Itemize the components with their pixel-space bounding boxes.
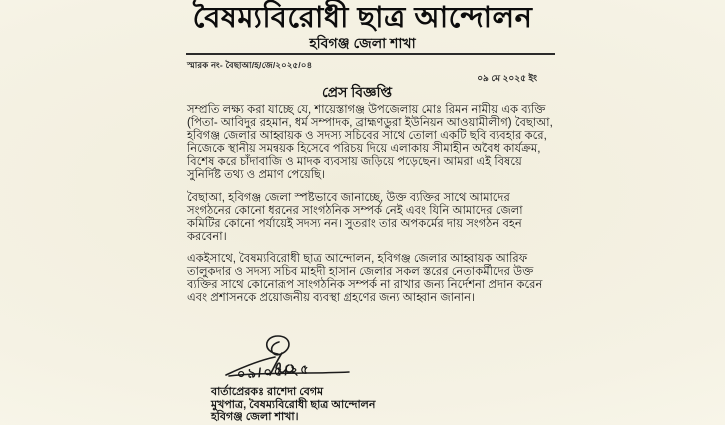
sender-info: [211, 386, 431, 424]
memo-number: স্মারক নং- বৈছাআ/হ/জে/২০২৫/০৪: [187, 60, 313, 70]
header-divider: [186, 53, 555, 55]
document-body: [187, 104, 555, 314]
sender-branch: হবিগঞ্জ জেলা শাখা।: [211, 411, 299, 424]
organization-name: বৈষম্যবিরোধী ছাত্র আন্দোলন: [192, 2, 533, 34]
document-title: প্রেস বিজ্ঞপ্তি: [322, 84, 392, 100]
body-paragraph-2: বৈছাআ, হবিগঞ্জ জেলা স্পষ্টভাবে জানাচ্ছে, উক্ত ব্যক্তির সাথে আমাদের সংগঠনের কোনো ধরনের সাংগঠনিক সম্পর্ক নেই এবং যিনি আমাদের জেলা কমিটির কোনো পর্যায়েই সদস্য নন। সুতরাং তার অপকর্মের দায় সংগঠন বহন করবেনা।: [187, 191, 523, 243]
body-paragraph-3: একইসাথে, বৈষম্যবিরোধী ছাত্র আন্দোলন, হবিগঞ্জ জেলার আহ্বায়ক আরিফ তালুকদার ও সদস্য সচিব মাহদী হাসান জেলার সকল স্তরের নেতাকর্মীদের উক্ত ব্যক্তির সাথে কোনোরূপ সাংগঠনিক সম্পর্ক না রাখার জন্য নির্দেশনা প্রদান করেন এবং প্রশাসনকে প্রয়োজনীয় ব্যবস্থা গ্রহণের জন্য আহ্বান জানান।: [187, 252, 543, 305]
sender-role: মুখপাত্র, বৈষম্যবিরোধী ছাত্র আন্দোলন: [211, 398, 376, 411]
sender-name: বার্তাপ্রেরকঃ রাশেদা বেগম: [211, 386, 324, 398]
branch-name: হবিগঞ্জ জেলা শাখা: [309, 35, 416, 51]
signature-handwritten-date: ০৯/০৫/২৫: [236, 361, 312, 382]
body-paragraph-1: সম্প্রতি লক্ষ্য করা যাচ্ছে যে, শায়েস্তাগঞ্জ উপজেলায় মোঃ রিমন নামীয় এক ব্যক্তি (পিতা- আবিদুর রহমান, ধর্ম সম্পাদক, ব্রাহ্মণডুরা ইউনিয়ন আওয়ামীলীগ) বৈছাআ, হবিগঞ্জ জেলার আহ্বায়ক ও সদস্য সচিবের সাথে তোলা একটি ছবি ব্যবহার করে, নিজেকে স্থানীয় সমন্বয়ক হিসেবে পরিচয় দিয়ে এলাকায় সীমাহীন অবৈধ কার্যক্রম, বিশেষ করে চাঁদাবাজি ও মাদক ব্যবসায় জড়িয়ে পড়েছেন। আমরা এই বিষয়ে সুনির্দিষ্ট তথ্য ও প্রমাণ পেয়েছি।: [187, 104, 553, 182]
issue-date: ০৯ মে ২০২৫ ইং: [477, 73, 537, 83]
letterhead: [0, 2, 725, 52]
